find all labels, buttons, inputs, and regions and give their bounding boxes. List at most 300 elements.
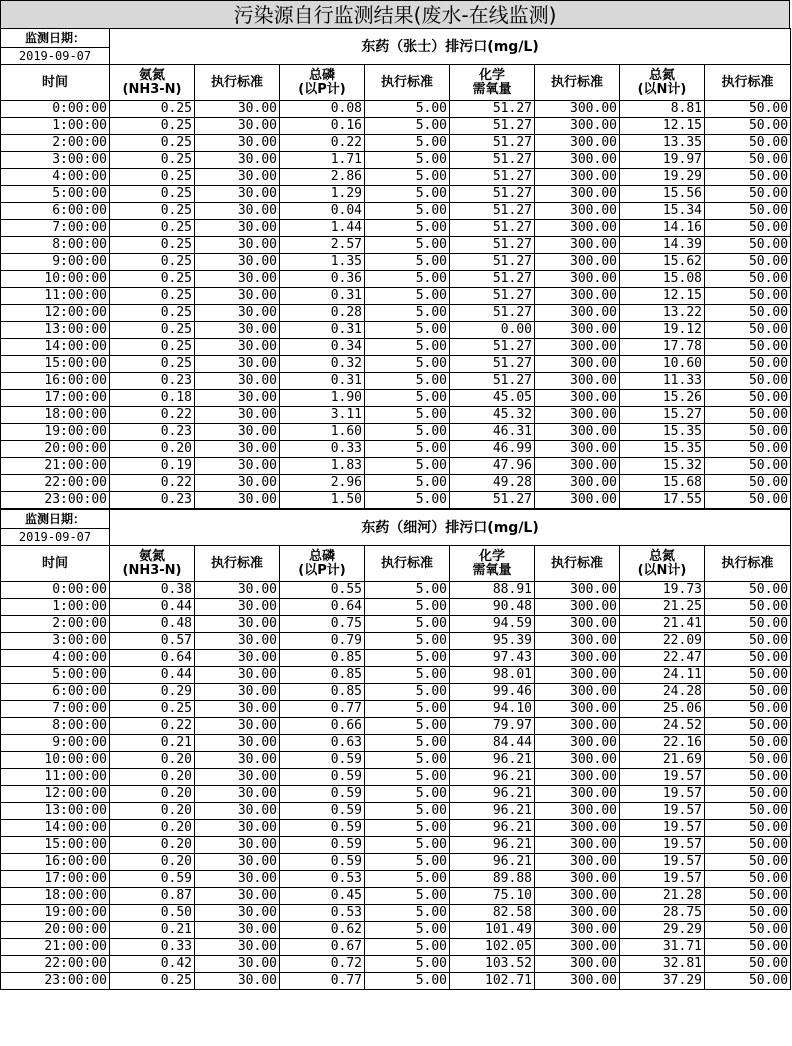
table-row bbox=[1, 973, 791, 990]
column-header-line1: 执行标准 bbox=[380, 74, 433, 90]
value-cell: 300.00 bbox=[535, 305, 620, 322]
value-cell: 5.00 bbox=[365, 786, 450, 803]
value-cell: 0.25 bbox=[110, 701, 195, 718]
value-cell: 96.21 bbox=[450, 854, 535, 871]
value-cell: 0.59 bbox=[280, 769, 365, 786]
value-cell: 0.25 bbox=[110, 288, 195, 305]
value-cell: 0.38 bbox=[110, 582, 195, 599]
value-cell: 5.00 bbox=[365, 118, 450, 135]
time-cell: 5:00:00 bbox=[1, 186, 110, 203]
value-cell: 5.00 bbox=[365, 633, 450, 650]
value-cell: 50.00 bbox=[705, 803, 791, 820]
time-cell: 23:00:00 bbox=[1, 973, 110, 990]
time-cell: 20:00:00 bbox=[1, 441, 110, 458]
value-cell: 300.00 bbox=[535, 752, 620, 769]
column-header bbox=[110, 546, 195, 582]
value-cell: 30.00 bbox=[195, 356, 280, 373]
value-cell: 0.31 bbox=[280, 288, 365, 305]
value-cell: 45.32 bbox=[450, 407, 535, 424]
value-cell: 30.00 bbox=[195, 492, 280, 509]
value-cell: 300.00 bbox=[535, 254, 620, 271]
value-cell: 96.21 bbox=[450, 769, 535, 786]
value-cell: 30.00 bbox=[195, 718, 280, 735]
time-cell: 0:00:00 bbox=[1, 582, 110, 599]
time-cell: 14:00:00 bbox=[1, 339, 110, 356]
value-cell: 5.00 bbox=[365, 888, 450, 905]
value-cell: 50.00 bbox=[705, 169, 791, 186]
value-cell: 1.60 bbox=[280, 424, 365, 441]
value-cell: 50.00 bbox=[705, 373, 791, 390]
value-cell: 5.00 bbox=[365, 424, 450, 441]
value-cell: 50.00 bbox=[705, 650, 791, 667]
value-cell: 0.20 bbox=[110, 786, 195, 803]
value-cell: 5.00 bbox=[365, 373, 450, 390]
column-header-line2: (以N计) bbox=[637, 562, 687, 578]
value-cell: 30.00 bbox=[195, 339, 280, 356]
time-cell: 15:00:00 bbox=[1, 837, 110, 854]
value-cell: 0.25 bbox=[110, 220, 195, 237]
value-cell: 50.00 bbox=[705, 616, 791, 633]
value-cell: 0.48 bbox=[110, 616, 195, 633]
value-cell: 50.00 bbox=[705, 922, 791, 939]
value-cell: 28.75 bbox=[620, 905, 705, 922]
value-cell: 0.59 bbox=[280, 854, 365, 871]
monitoring-date-value: 2019-09-07 bbox=[1, 48, 110, 65]
value-cell: 30.00 bbox=[195, 203, 280, 220]
table-row bbox=[1, 854, 791, 871]
value-cell: 5.00 bbox=[365, 922, 450, 939]
value-cell: 50.00 bbox=[705, 305, 791, 322]
value-cell: 5.00 bbox=[365, 271, 450, 288]
value-cell: 32.81 bbox=[620, 956, 705, 973]
value-cell: 300.00 bbox=[535, 701, 620, 718]
value-cell: 30.00 bbox=[195, 752, 280, 769]
column-header-line1: 总磷 bbox=[308, 67, 335, 83]
value-cell: 30.00 bbox=[195, 288, 280, 305]
value-cell: 103.52 bbox=[450, 956, 535, 973]
time-cell: 2:00:00 bbox=[1, 616, 110, 633]
value-cell: 1.44 bbox=[280, 220, 365, 237]
value-cell: 0.23 bbox=[110, 424, 195, 441]
value-cell: 5.00 bbox=[365, 752, 450, 769]
time-cell: 1:00:00 bbox=[1, 118, 110, 135]
monitoring-table bbox=[0, 28, 791, 509]
value-cell: 50.00 bbox=[705, 390, 791, 407]
value-cell: 50.00 bbox=[705, 633, 791, 650]
column-header-line1: 总磷 bbox=[308, 548, 335, 564]
value-cell: 300.00 bbox=[535, 922, 620, 939]
value-cell: 0.59 bbox=[280, 786, 365, 803]
table-row bbox=[1, 288, 791, 305]
table-row bbox=[1, 871, 791, 888]
section-header-row bbox=[1, 29, 791, 48]
value-cell: 300.00 bbox=[535, 633, 620, 650]
value-cell: 0.44 bbox=[110, 667, 195, 684]
value-cell: 5.00 bbox=[365, 237, 450, 254]
value-cell: 5.00 bbox=[365, 939, 450, 956]
value-cell: 5.00 bbox=[365, 390, 450, 407]
value-cell: 15.62 bbox=[620, 254, 705, 271]
value-cell: 30.00 bbox=[195, 599, 280, 616]
value-cell: 5.00 bbox=[365, 101, 450, 118]
value-cell: 300.00 bbox=[535, 271, 620, 288]
column-header-line2: 需氧量 bbox=[472, 562, 512, 578]
value-cell: 30.00 bbox=[195, 837, 280, 854]
value-cell: 51.27 bbox=[450, 356, 535, 373]
value-cell: 5.00 bbox=[365, 356, 450, 373]
value-cell: 5.00 bbox=[365, 322, 450, 339]
value-cell: 50.00 bbox=[705, 237, 791, 254]
table-row bbox=[1, 407, 791, 424]
time-cell: 3:00:00 bbox=[1, 152, 110, 169]
value-cell: 79.97 bbox=[450, 718, 535, 735]
value-cell: 30.00 bbox=[195, 820, 280, 837]
table-row bbox=[1, 186, 791, 203]
value-cell: 90.48 bbox=[450, 599, 535, 616]
value-cell: 50.00 bbox=[705, 718, 791, 735]
value-cell: 0.20 bbox=[110, 441, 195, 458]
value-cell: 300.00 bbox=[535, 356, 620, 373]
value-cell: 0.19 bbox=[110, 458, 195, 475]
value-cell: 0.59 bbox=[280, 803, 365, 820]
value-cell: 0.29 bbox=[110, 684, 195, 701]
value-cell: 5.00 bbox=[365, 599, 450, 616]
value-cell: 50.00 bbox=[705, 101, 791, 118]
value-cell: 98.01 bbox=[450, 667, 535, 684]
value-cell: 50.00 bbox=[705, 752, 791, 769]
value-cell: 96.21 bbox=[450, 820, 535, 837]
table-row bbox=[1, 271, 791, 288]
value-cell: 0.28 bbox=[280, 305, 365, 322]
value-cell: 5.00 bbox=[365, 135, 450, 152]
value-cell: 0.08 bbox=[280, 101, 365, 118]
value-cell: 50.00 bbox=[705, 956, 791, 973]
section-header-row bbox=[1, 510, 791, 529]
value-cell: 75.10 bbox=[450, 888, 535, 905]
column-header bbox=[705, 546, 791, 582]
value-cell: 300.00 bbox=[535, 424, 620, 441]
table-row bbox=[1, 718, 791, 735]
column-header bbox=[705, 65, 791, 101]
column-header-line1: 执行标准 bbox=[721, 555, 774, 571]
value-cell: 30.00 bbox=[195, 769, 280, 786]
value-cell: 0.59 bbox=[280, 752, 365, 769]
value-cell: 1.71 bbox=[280, 152, 365, 169]
time-cell: 7:00:00 bbox=[1, 220, 110, 237]
monitoring-table bbox=[0, 509, 791, 990]
value-cell: 1.83 bbox=[280, 458, 365, 475]
value-cell: 50.00 bbox=[705, 582, 791, 599]
value-cell: 50.00 bbox=[705, 837, 791, 854]
value-cell: 300.00 bbox=[535, 684, 620, 701]
value-cell: 12.15 bbox=[620, 288, 705, 305]
value-cell: 50.00 bbox=[705, 288, 791, 305]
value-cell: 30.00 bbox=[195, 220, 280, 237]
value-cell: 300.00 bbox=[535, 599, 620, 616]
column-header bbox=[195, 546, 280, 582]
value-cell: 0.33 bbox=[110, 939, 195, 956]
value-cell: 15.56 bbox=[620, 186, 705, 203]
value-cell: 31.71 bbox=[620, 939, 705, 956]
column-header-line2: (NH3-N) bbox=[122, 81, 182, 97]
table-row bbox=[1, 752, 791, 769]
value-cell: 300.00 bbox=[535, 786, 620, 803]
value-cell: 19.29 bbox=[620, 169, 705, 186]
value-cell: 2.86 bbox=[280, 169, 365, 186]
value-cell: 50.00 bbox=[705, 135, 791, 152]
value-cell: 5.00 bbox=[365, 203, 450, 220]
value-cell: 300.00 bbox=[535, 475, 620, 492]
table-row bbox=[1, 356, 791, 373]
value-cell: 50.00 bbox=[705, 735, 791, 752]
value-cell: 300.00 bbox=[535, 871, 620, 888]
value-cell: 30.00 bbox=[195, 956, 280, 973]
value-cell: 5.00 bbox=[365, 735, 450, 752]
value-cell: 2.96 bbox=[280, 475, 365, 492]
monitoring-date-label: 监测日期： bbox=[1, 510, 110, 529]
time-cell: 15:00:00 bbox=[1, 356, 110, 373]
value-cell: 0.85 bbox=[280, 650, 365, 667]
table-row bbox=[1, 701, 791, 718]
column-header bbox=[1, 65, 110, 101]
time-cell: 1:00:00 bbox=[1, 599, 110, 616]
column-header-line1: 氨氮 bbox=[138, 548, 165, 564]
value-cell: 5.00 bbox=[365, 854, 450, 871]
value-cell: 5.00 bbox=[365, 458, 450, 475]
value-cell: 300.00 bbox=[535, 616, 620, 633]
table-row bbox=[1, 888, 791, 905]
value-cell: 50.00 bbox=[705, 220, 791, 237]
time-cell: 3:00:00 bbox=[1, 633, 110, 650]
column-header-line1: 总氮 bbox=[648, 67, 675, 83]
value-cell: 0.67 bbox=[280, 939, 365, 956]
value-cell: 49.28 bbox=[450, 475, 535, 492]
value-cell: 45.05 bbox=[450, 390, 535, 407]
value-cell: 15.34 bbox=[620, 203, 705, 220]
column-header-line1: 执行标准 bbox=[210, 555, 263, 571]
value-cell: 50.00 bbox=[705, 441, 791, 458]
time-cell: 10:00:00 bbox=[1, 752, 110, 769]
value-cell: 24.52 bbox=[620, 718, 705, 735]
value-cell: 50.00 bbox=[705, 888, 791, 905]
time-cell: 2:00:00 bbox=[1, 135, 110, 152]
value-cell: 0.53 bbox=[280, 905, 365, 922]
value-cell: 30.00 bbox=[195, 135, 280, 152]
value-cell: 300.00 bbox=[535, 854, 620, 871]
column-header-line1: 执行标准 bbox=[380, 555, 433, 571]
value-cell: 96.21 bbox=[450, 752, 535, 769]
value-cell: 51.27 bbox=[450, 305, 535, 322]
value-cell: 300.00 bbox=[535, 339, 620, 356]
value-cell: 300.00 bbox=[535, 650, 620, 667]
table-row bbox=[1, 305, 791, 322]
value-cell: 22.16 bbox=[620, 735, 705, 752]
value-cell: 5.00 bbox=[365, 492, 450, 509]
value-cell: 5.00 bbox=[365, 769, 450, 786]
value-cell: 50.00 bbox=[705, 271, 791, 288]
value-cell: 96.21 bbox=[450, 786, 535, 803]
time-cell: 19:00:00 bbox=[1, 424, 110, 441]
value-cell: 300.00 bbox=[535, 441, 620, 458]
value-cell: 51.27 bbox=[450, 220, 535, 237]
table-row bbox=[1, 254, 791, 271]
value-cell: 30.00 bbox=[195, 390, 280, 407]
table-row bbox=[1, 616, 791, 633]
value-cell: 46.99 bbox=[450, 441, 535, 458]
value-cell: 19.97 bbox=[620, 152, 705, 169]
table-row bbox=[1, 220, 791, 237]
column-header-line2: (以P计) bbox=[298, 562, 346, 578]
value-cell: 0.25 bbox=[110, 152, 195, 169]
table-row bbox=[1, 837, 791, 854]
column-header bbox=[195, 65, 280, 101]
time-cell: 14:00:00 bbox=[1, 820, 110, 837]
value-cell: 51.27 bbox=[450, 271, 535, 288]
value-cell: 0.66 bbox=[280, 718, 365, 735]
value-cell: 0.85 bbox=[280, 667, 365, 684]
value-cell: 1.29 bbox=[280, 186, 365, 203]
value-cell: 0.20 bbox=[110, 752, 195, 769]
value-cell: 15.32 bbox=[620, 458, 705, 475]
value-cell: 51.27 bbox=[450, 492, 535, 509]
value-cell: 30.00 bbox=[195, 735, 280, 752]
time-cell: 0:00:00 bbox=[1, 101, 110, 118]
value-cell: 5.00 bbox=[365, 718, 450, 735]
column-header bbox=[1, 546, 110, 582]
value-cell: 300.00 bbox=[535, 735, 620, 752]
value-cell: 19.57 bbox=[620, 837, 705, 854]
time-cell: 22:00:00 bbox=[1, 475, 110, 492]
value-cell: 0.20 bbox=[110, 854, 195, 871]
report-title: 污染源自行监测结果(废水-在线监测) bbox=[0, 0, 790, 28]
value-cell: 0.23 bbox=[110, 373, 195, 390]
value-cell: 0.72 bbox=[280, 956, 365, 973]
table-row bbox=[1, 101, 791, 118]
value-cell: 30.00 bbox=[195, 322, 280, 339]
table-row bbox=[1, 135, 791, 152]
value-cell: 300.00 bbox=[535, 169, 620, 186]
value-cell: 300.00 bbox=[535, 769, 620, 786]
time-cell: 9:00:00 bbox=[1, 735, 110, 752]
value-cell: 15.27 bbox=[620, 407, 705, 424]
value-cell: 24.11 bbox=[620, 667, 705, 684]
value-cell: 50.00 bbox=[705, 356, 791, 373]
value-cell: 5.00 bbox=[365, 582, 450, 599]
value-cell: 17.78 bbox=[620, 339, 705, 356]
value-cell: 300.00 bbox=[535, 152, 620, 169]
value-cell: 46.31 bbox=[450, 424, 535, 441]
value-cell: 30.00 bbox=[195, 254, 280, 271]
column-header-row bbox=[1, 65, 791, 101]
value-cell: 5.00 bbox=[365, 407, 450, 424]
column-header bbox=[450, 546, 535, 582]
column-header-line2: 需氧量 bbox=[472, 81, 512, 97]
value-cell: 0.25 bbox=[110, 203, 195, 220]
value-cell: 0.22 bbox=[280, 135, 365, 152]
value-cell: 51.27 bbox=[450, 288, 535, 305]
value-cell: 19.12 bbox=[620, 322, 705, 339]
value-cell: 15.35 bbox=[620, 441, 705, 458]
value-cell: 0.64 bbox=[110, 650, 195, 667]
column-header-line1: 氨氮 bbox=[138, 67, 165, 83]
value-cell: 0.25 bbox=[110, 118, 195, 135]
value-cell: 21.28 bbox=[620, 888, 705, 905]
column-header bbox=[365, 65, 450, 101]
value-cell: 19.57 bbox=[620, 786, 705, 803]
value-cell: 30.00 bbox=[195, 939, 280, 956]
value-cell: 0.59 bbox=[280, 837, 365, 854]
value-cell: 0.59 bbox=[110, 871, 195, 888]
time-cell: 6:00:00 bbox=[1, 684, 110, 701]
time-cell: 5:00:00 bbox=[1, 667, 110, 684]
value-cell: 300.00 bbox=[535, 203, 620, 220]
value-cell: 102.05 bbox=[450, 939, 535, 956]
table-row bbox=[1, 339, 791, 356]
value-cell: 21.25 bbox=[620, 599, 705, 616]
column-header bbox=[620, 65, 705, 101]
value-cell: 0.42 bbox=[110, 956, 195, 973]
value-cell: 300.00 bbox=[535, 101, 620, 118]
value-cell: 0.00 bbox=[450, 322, 535, 339]
table-row bbox=[1, 152, 791, 169]
value-cell: 0.25 bbox=[110, 169, 195, 186]
value-cell: 30.00 bbox=[195, 871, 280, 888]
time-cell: 17:00:00 bbox=[1, 871, 110, 888]
value-cell: 300.00 bbox=[535, 322, 620, 339]
value-cell: 0.21 bbox=[110, 922, 195, 939]
value-cell: 0.45 bbox=[280, 888, 365, 905]
value-cell: 30.00 bbox=[195, 118, 280, 135]
value-cell: 51.27 bbox=[450, 118, 535, 135]
value-cell: 30.00 bbox=[195, 803, 280, 820]
value-cell: 0.75 bbox=[280, 616, 365, 633]
value-cell: 30.00 bbox=[195, 407, 280, 424]
column-header bbox=[365, 546, 450, 582]
value-cell: 300.00 bbox=[535, 837, 620, 854]
time-cell: 13:00:00 bbox=[1, 803, 110, 820]
table-row bbox=[1, 322, 791, 339]
value-cell: 14.16 bbox=[620, 220, 705, 237]
table-row bbox=[1, 769, 791, 786]
value-cell: 50.00 bbox=[705, 152, 791, 169]
value-cell: 102.71 bbox=[450, 973, 535, 990]
column-header-line1: 执行标准 bbox=[550, 74, 603, 90]
table-row bbox=[1, 956, 791, 973]
value-cell: 0.20 bbox=[110, 769, 195, 786]
value-cell: 88.91 bbox=[450, 582, 535, 599]
value-cell: 51.27 bbox=[450, 101, 535, 118]
time-cell: 18:00:00 bbox=[1, 407, 110, 424]
value-cell: 50.00 bbox=[705, 322, 791, 339]
value-cell: 300.00 bbox=[535, 667, 620, 684]
value-cell: 0.25 bbox=[110, 101, 195, 118]
table-row bbox=[1, 633, 791, 650]
value-cell: 300.00 bbox=[535, 220, 620, 237]
time-cell: 12:00:00 bbox=[1, 305, 110, 322]
time-cell: 6:00:00 bbox=[1, 203, 110, 220]
table-row bbox=[1, 922, 791, 939]
value-cell: 50.00 bbox=[705, 203, 791, 220]
value-cell: 50.00 bbox=[705, 786, 791, 803]
value-cell: 30.00 bbox=[195, 152, 280, 169]
column-header bbox=[535, 65, 620, 101]
value-cell: 0.57 bbox=[110, 633, 195, 650]
column-header-line1: 执行标准 bbox=[550, 555, 603, 571]
value-cell: 30.00 bbox=[195, 888, 280, 905]
column-header-line1: 时间 bbox=[41, 555, 68, 571]
value-cell: 37.29 bbox=[620, 973, 705, 990]
value-cell: 30.00 bbox=[195, 582, 280, 599]
